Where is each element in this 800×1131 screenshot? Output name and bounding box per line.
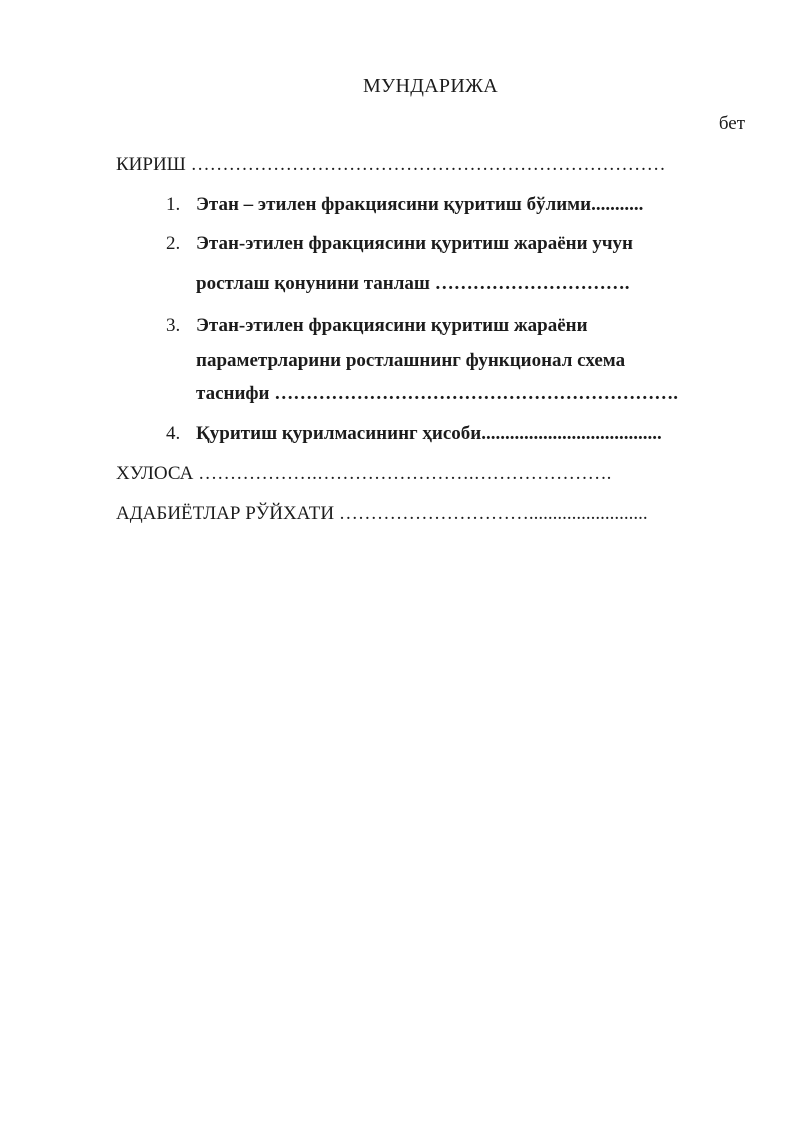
toc-item-1 (116, 192, 745, 218)
toc-item-2 (116, 231, 745, 257)
toc-entry-khulosa: ХУЛОСА ……………….…………………….…………………. (116, 463, 612, 484)
toc-item-4-text: Қуритиш қурилмасининг ҳисоби...................................... (196, 423, 662, 444)
toc-entry-adabiyotlar: АДАБИЁТЛАР РЎЙХАТИ …………………………......................... (116, 503, 648, 524)
toc-entry-kirish: КИРИШ ………………………………………………………………… (116, 154, 666, 175)
toc-item-4-number: 4. (166, 423, 181, 444)
toc-item-2-text-line-2: ростлаш қонунини танлаш …………………………. (196, 273, 630, 294)
toc-item-3-text-line-3: таснифи ………………………………………………………. (196, 383, 678, 404)
toc-title: МУНДАРИЖА (362, 75, 499, 97)
toc-item-2-text-line-1: Этан-этилен фракциясини қуритиш жараёни учун (196, 233, 633, 254)
toc-item-3-number: 3. (166, 315, 181, 336)
toc-item-1-text: Этан – этилен фракциясини қуритиш бўлими........... (196, 194, 644, 215)
page-number-column-label: бет (718, 113, 745, 134)
toc-item-3 (116, 313, 745, 339)
toc-item-4 (116, 421, 745, 447)
toc-item-3-text-line-2: параметрларини ростлашнинг функционал схема (196, 350, 626, 371)
toc-item-3-text-line-1: Этан-этилен фракциясини қуритиш жараёни (196, 315, 588, 336)
toc-item-2-number: 2. (166, 233, 181, 254)
toc-item-1-number: 1. (166, 194, 181, 215)
